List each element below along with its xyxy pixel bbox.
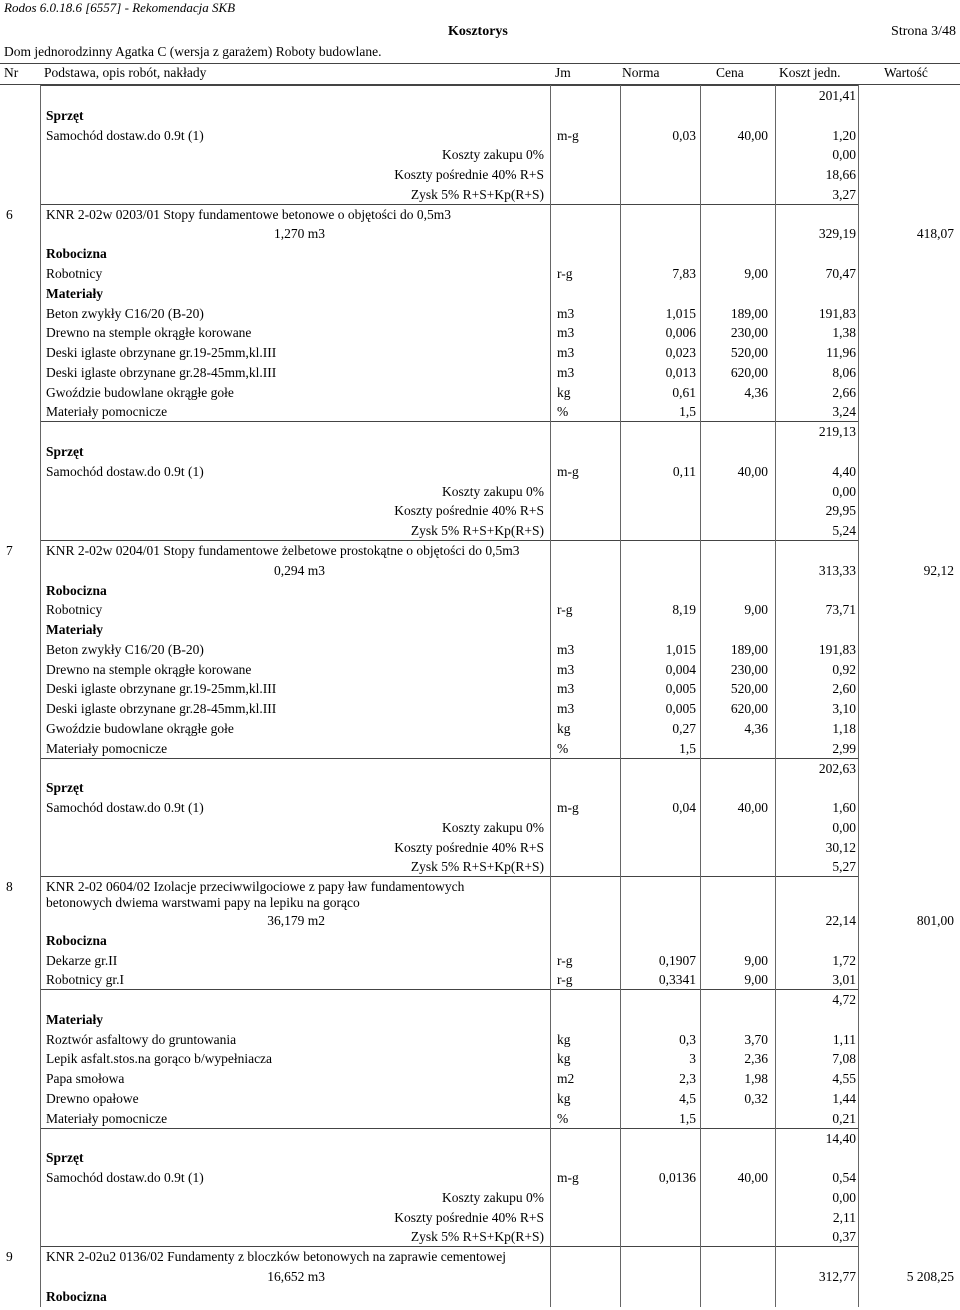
item-norm: 0,013 xyxy=(665,364,696,380)
item-unit: r-g xyxy=(557,266,573,282)
subtotal-rule xyxy=(40,421,858,422)
item-cost: 1,72 xyxy=(832,952,856,968)
item-cost: 191,83 xyxy=(818,641,856,657)
item-cost: 1,60 xyxy=(832,800,856,816)
rule-after-koszt xyxy=(858,85,859,1307)
position-unit-cost: 329,19 xyxy=(818,226,856,242)
item-norm: 0,27 xyxy=(672,720,696,736)
item-description: Roztwór asfaltowy do gruntowania xyxy=(46,1031,237,1047)
position-number: 6 xyxy=(6,206,13,222)
section-heading: Materiały xyxy=(46,1011,103,1027)
overhead-value: 3,27 xyxy=(832,186,856,202)
item-unit: m3 xyxy=(557,661,575,677)
item-cost: 1,44 xyxy=(832,1091,856,1106)
item-description: Samochód dostaw.do 0.9t (1) xyxy=(46,127,204,143)
section-heading: Robocizna xyxy=(46,932,107,948)
item-unit: m2 xyxy=(557,1071,575,1087)
overhead-value: 0,00 xyxy=(832,147,856,163)
item-description: Drewno opałowe xyxy=(46,1091,139,1106)
item-norm: 0,03 xyxy=(672,127,696,143)
item-description: Samochód dostaw.do 0.9t (1) xyxy=(46,800,204,816)
app-title: Rodos 6.0.18.6 [6557] - Rekomendacja SKB xyxy=(4,0,236,15)
position-quantity: 0,294 m3 xyxy=(273,562,325,578)
overhead-label: Koszty zakupu 0% xyxy=(442,483,544,499)
col-jm: Jm xyxy=(555,65,571,80)
item-norm: 0,04 xyxy=(672,800,696,816)
page-number: Strona 3/48 xyxy=(891,24,956,39)
item-description: Drewno na stemple okrągłe korowane xyxy=(46,325,252,341)
item-unit: r-g xyxy=(557,602,573,618)
position-quantity: 36,179 m2 xyxy=(267,912,325,928)
item-description: Robotnicy gr.I xyxy=(46,972,124,988)
document-title: Kosztorys xyxy=(448,24,508,39)
subtotal-value: 14,40 xyxy=(825,1130,856,1146)
item-price: 189,00 xyxy=(730,305,768,321)
item-price: 9,00 xyxy=(744,266,768,282)
overhead-value: 2,11 xyxy=(832,1209,856,1225)
item-cost: 1,18 xyxy=(832,720,856,736)
item-unit: kg xyxy=(557,720,571,736)
item-unit: kg xyxy=(557,1051,571,1067)
item-norm: 0,005 xyxy=(665,701,696,717)
item-norm: 2,3 xyxy=(679,1071,696,1087)
item-description: Lepik asfalt.stos.na gorąco b/wypełniacza xyxy=(46,1051,273,1067)
overhead-label: Koszty pośrednie 40% R+S xyxy=(394,839,544,855)
item-unit: m3 xyxy=(557,345,575,361)
item-unit: r-g xyxy=(557,972,573,988)
item-cost: 0,54 xyxy=(832,1170,856,1186)
position-unit-cost: 313,33 xyxy=(818,562,856,578)
item-description: Samochód dostaw.do 0.9t (1) xyxy=(46,1170,204,1186)
col-norma: Norma xyxy=(622,65,660,80)
item-norm: 0,006 xyxy=(665,325,696,341)
item-cost: 73,71 xyxy=(825,602,856,618)
position-quantity: 16,652 m3 xyxy=(267,1269,325,1285)
overhead-value: 0,00 xyxy=(832,819,856,835)
position-unit-cost: 312,77 xyxy=(818,1269,856,1285)
section-heading: Sprzęt xyxy=(46,1150,84,1166)
item-price: 4,36 xyxy=(744,384,768,400)
item-cost: 8,06 xyxy=(832,364,856,380)
item-norm: 1,5 xyxy=(679,404,696,420)
item-norm: 1,5 xyxy=(679,1110,696,1126)
item-description: Gwoździe budowlane okrągłe gołe xyxy=(46,384,234,400)
item-cost: 3,24 xyxy=(832,404,856,420)
item-unit: m-g xyxy=(557,127,579,143)
item-description: Deski iglaste obrzynane gr.28-45mm,kl.III xyxy=(46,364,277,380)
item-norm: 8,19 xyxy=(672,602,696,618)
rule-after-cena xyxy=(775,85,776,1307)
item-description: Dekarze gr.II xyxy=(46,952,118,968)
overhead-label: Zysk 5% R+S+Kp(R+S) xyxy=(410,523,544,539)
item-cost: 0,21 xyxy=(832,1110,856,1126)
item-cost: 7,08 xyxy=(832,1051,856,1067)
position-description: KNR 2-02w 0203/01 Stopy fundamentowe betonowe o objętości do 0,5m3 xyxy=(46,206,451,222)
position-number: 9 xyxy=(6,1249,13,1265)
subtotal-rule xyxy=(40,85,858,86)
item-price: 4,36 xyxy=(744,720,768,736)
item-norm: 0,1907 xyxy=(658,952,696,968)
position-description: KNR 2-02 0604/02 Izolacje przeciwwilgociowe z papy ław fundamentowych xyxy=(46,879,465,895)
item-price: 620,00 xyxy=(730,701,768,717)
position-value: 5 208,25 xyxy=(906,1269,954,1285)
position-rule xyxy=(40,1246,858,1247)
item-cost: 3,10 xyxy=(832,701,856,717)
item-price: 9,00 xyxy=(744,972,768,988)
rule-after-norma xyxy=(700,85,701,1307)
item-description: Gwoździe budowlane okrągłe gołe xyxy=(46,720,234,736)
item-description: Beton zwykły C16/20 (B-20) xyxy=(46,305,204,321)
item-price: 1,98 xyxy=(744,1071,768,1087)
overhead-value: 5,24 xyxy=(832,523,856,539)
overhead-label: Koszty zakupu 0% xyxy=(442,147,544,163)
item-unit: kg xyxy=(557,1091,571,1106)
position-value: 92,12 xyxy=(923,562,954,578)
item-unit: % xyxy=(557,740,569,756)
rule-after-jm xyxy=(620,85,621,1307)
subtotal-value: 219,13 xyxy=(818,424,856,440)
overhead-value: 5,27 xyxy=(832,859,856,875)
overhead-label: Zysk 5% R+S+Kp(R+S) xyxy=(410,186,544,202)
overhead-label: Koszty pośrednie 40% R+S xyxy=(394,503,544,519)
subtotal-rule xyxy=(40,1128,858,1129)
item-cost: 4,55 xyxy=(832,1071,856,1087)
section-heading: Sprzęt xyxy=(46,780,84,796)
item-price: 9,00 xyxy=(744,952,768,968)
position-number: 7 xyxy=(6,542,13,558)
item-norm: 1,5 xyxy=(679,740,696,756)
position-value: 418,07 xyxy=(916,226,954,242)
overhead-label: Koszty pośrednie 40% R+S xyxy=(394,1209,544,1225)
item-unit: m-g xyxy=(557,800,579,816)
item-cost: 1,20 xyxy=(832,127,856,143)
item-norm: 0,11 xyxy=(672,463,696,479)
item-description: Robotnicy xyxy=(46,602,103,618)
item-price: 40,00 xyxy=(737,1170,768,1186)
position-rule xyxy=(40,876,858,877)
item-norm: 4,5 xyxy=(679,1091,696,1106)
item-unit: % xyxy=(557,1110,569,1126)
subtotal-value: 201,41 xyxy=(818,88,856,103)
item-norm: 0,3341 xyxy=(658,972,696,988)
item-cost: 70,47 xyxy=(825,266,856,282)
item-description: Papa smołowa xyxy=(46,1071,125,1087)
overhead-label: Zysk 5% R+S+Kp(R+S) xyxy=(410,859,544,875)
item-price: 40,00 xyxy=(737,800,768,816)
overhead-label: Koszty zakupu 0% xyxy=(442,1189,544,1205)
item-price: 3,70 xyxy=(744,1031,768,1047)
item-norm: 0,004 xyxy=(665,661,696,677)
subtotal-rule xyxy=(40,758,858,759)
item-norm: 0,005 xyxy=(665,681,696,697)
overhead-value: 30,12 xyxy=(825,839,856,855)
item-price: 520,00 xyxy=(730,345,768,361)
item-price: 9,00 xyxy=(744,602,768,618)
position-rule xyxy=(40,540,858,541)
overhead-value: 0,37 xyxy=(832,1229,856,1245)
item-cost: 0,92 xyxy=(832,661,856,677)
item-unit: m3 xyxy=(557,681,575,697)
item-norm: 0,61 xyxy=(672,384,696,400)
section-heading: Sprzęt xyxy=(46,107,84,123)
item-unit: kg xyxy=(557,1031,571,1047)
item-unit: m-g xyxy=(557,463,579,479)
item-norm: 0,023 xyxy=(665,345,696,361)
item-cost: 11,96 xyxy=(826,345,856,361)
item-description: Deski iglaste obrzynane gr.28-45mm,kl.III xyxy=(46,701,277,717)
item-unit: m3 xyxy=(557,364,575,380)
position-number: 8 xyxy=(6,879,13,895)
item-description: Materiały pomocnicze xyxy=(46,404,168,420)
item-price: 230,00 xyxy=(730,325,768,341)
item-norm: 7,83 xyxy=(672,266,696,282)
item-unit: r-g xyxy=(557,952,573,968)
item-norm: 0,0136 xyxy=(658,1170,696,1186)
overhead-label: Zysk 5% R+S+Kp(R+S) xyxy=(410,1229,544,1245)
item-unit: % xyxy=(557,404,569,420)
item-price: 40,00 xyxy=(737,463,768,479)
position-unit-cost: 22,14 xyxy=(825,912,856,928)
item-price: 0,32 xyxy=(744,1091,768,1106)
section-heading: Materiały xyxy=(46,622,103,638)
item-description: Drewno na stemple okrągłe korowane xyxy=(46,661,252,677)
rule-after-opis xyxy=(550,85,551,1307)
item-unit: m3 xyxy=(557,641,575,657)
section-heading: Sprzęt xyxy=(46,444,84,460)
item-price: 520,00 xyxy=(730,681,768,697)
item-price: 230,00 xyxy=(730,661,768,677)
overhead-label: Koszty pośrednie 40% R+S xyxy=(394,167,544,183)
item-norm: 3 xyxy=(689,1051,696,1067)
col-cena: Cena xyxy=(716,65,744,80)
item-cost: 191,83 xyxy=(818,305,856,321)
overhead-label: Koszty zakupu 0% xyxy=(442,819,544,835)
position-description: KNR 2-02w 0204/01 Stopy fundamentowe żelbetowe prostokątne o objętości do 0,5m3 xyxy=(46,542,520,558)
section-heading: Robocizna xyxy=(46,582,107,598)
item-price: 620,00 xyxy=(730,364,768,380)
item-unit: m3 xyxy=(557,701,575,717)
overhead-value: 29,95 xyxy=(825,503,856,519)
item-price: 40,00 xyxy=(737,127,768,143)
item-description: Materiały pomocnicze xyxy=(46,740,168,756)
section-heading: Robocizna xyxy=(46,246,107,262)
overhead-value: 0,00 xyxy=(832,483,856,499)
position-description: KNR 2-02u2 0136/02 Fundamenty z bloczków betonowych na zaprawie cementowej xyxy=(46,1249,507,1265)
position-rule xyxy=(40,204,858,205)
item-unit: m-g xyxy=(557,1170,579,1186)
item-unit: m3 xyxy=(557,325,575,341)
item-cost: 2,99 xyxy=(832,740,856,756)
position-description-cont: betonowych dwiema warstwami papy na lepiku na gorąco xyxy=(46,895,360,911)
item-description: Deski iglaste obrzynane gr.19-25mm,kl.III xyxy=(46,345,277,361)
item-cost: 2,60 xyxy=(832,681,856,697)
item-cost: 3,01 xyxy=(832,972,856,988)
item-description: Materiały pomocnicze xyxy=(46,1110,168,1126)
subtotal-value: 4,72 xyxy=(832,992,856,1008)
item-unit: m3 xyxy=(557,305,575,321)
section-heading: Robocizna xyxy=(46,1288,107,1304)
item-cost: 1,38 xyxy=(832,325,856,341)
project-subtitle: Dom jednorodzinny Agatka C (wersja z garażem) Roboty budowlane. xyxy=(4,44,382,59)
item-description: Beton zwykły C16/20 (B-20) xyxy=(46,641,204,657)
overhead-value: 0,00 xyxy=(832,1189,856,1205)
item-cost: 1,11 xyxy=(832,1031,856,1047)
position-quantity: 1,270 m3 xyxy=(273,226,325,242)
item-price: 2,36 xyxy=(744,1051,768,1067)
item-price: 189,00 xyxy=(730,641,768,657)
item-description: Samochód dostaw.do 0.9t (1) xyxy=(46,463,204,479)
item-unit: kg xyxy=(557,384,571,400)
col-koszt: Koszt jedn. xyxy=(779,65,841,80)
item-description: Robotnicy xyxy=(46,266,103,282)
item-norm: 1,015 xyxy=(665,305,696,321)
item-norm: 0,3 xyxy=(679,1031,696,1047)
overhead-value: 18,66 xyxy=(825,167,856,183)
subtotal-value: 202,63 xyxy=(818,760,856,776)
rule-after-nr xyxy=(40,85,41,1307)
position-value: 801,00 xyxy=(916,912,954,928)
item-description: Deski iglaste obrzynane gr.19-25mm,kl.III xyxy=(46,681,277,697)
col-nr: Nr xyxy=(4,65,19,80)
item-cost: 4,40 xyxy=(832,463,856,479)
subtotal-rule xyxy=(40,989,858,990)
item-cost: 2,66 xyxy=(832,384,856,400)
col-wartosc: Wartość xyxy=(884,65,928,80)
section-heading: Materiały xyxy=(46,285,103,301)
item-norm: 1,015 xyxy=(665,641,696,657)
col-opis: Podstawa, opis robót, nakłady xyxy=(44,65,207,80)
